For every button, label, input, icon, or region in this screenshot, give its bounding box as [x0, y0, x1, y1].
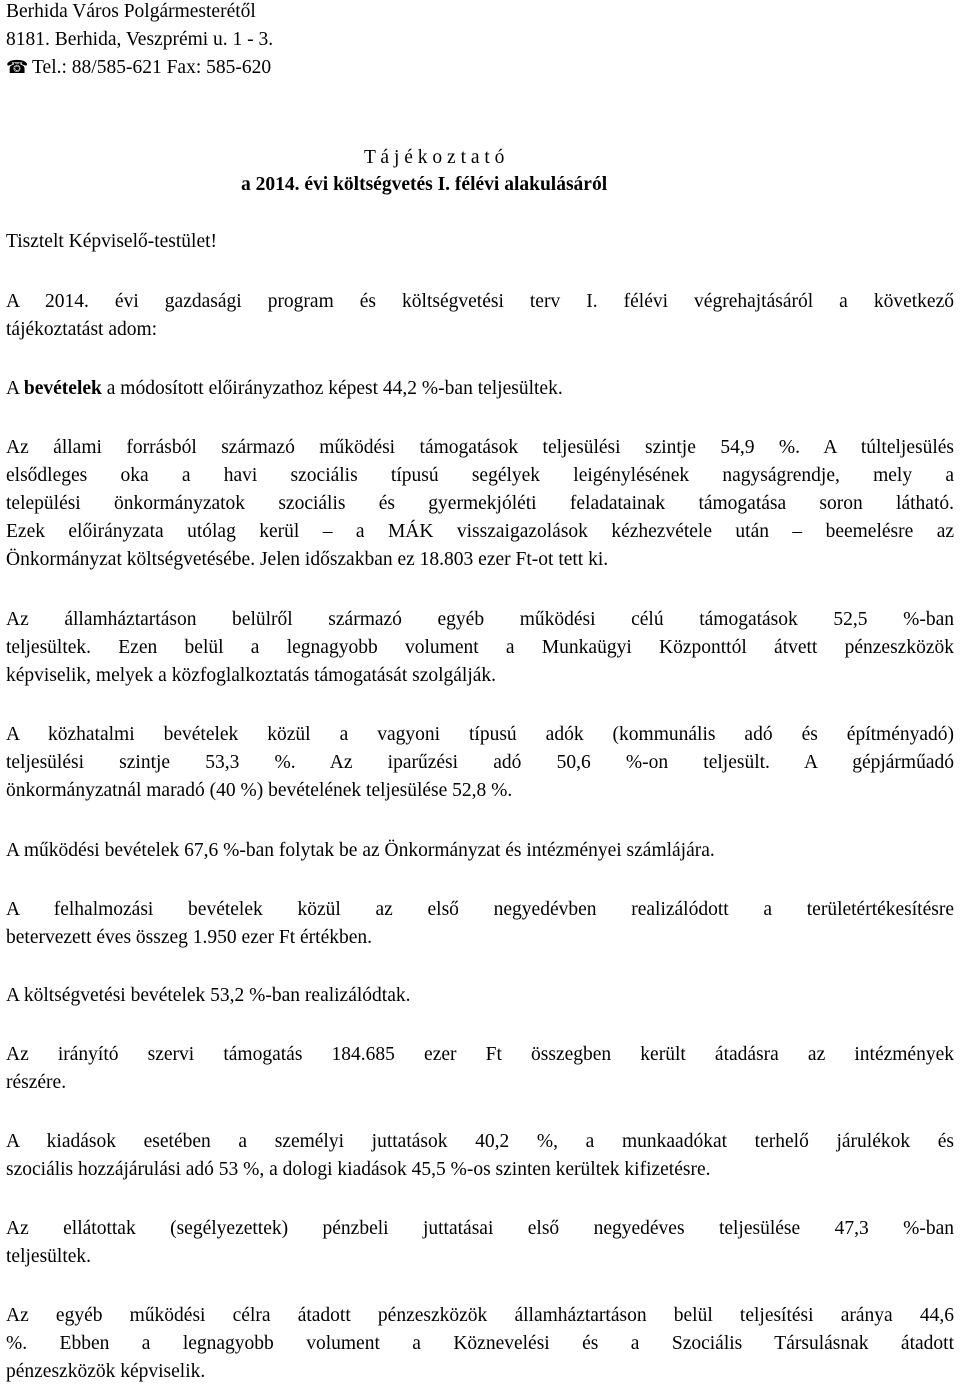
paragraph-3-line-1: Az állami forrásból származó működési támogatások teljesülési szintje 54,9 %. A túlteljesülés	[6, 437, 954, 458]
paragraph-1-line-1: A 2014. évi gazdasági program és költségvetési terv I. félévi végrehajtásáról a következő	[6, 291, 954, 312]
paragraph-2-pre: A	[6, 378, 24, 399]
paragraph-4-line-3: képviselik, melyek a közfoglalkoztatás támogatását szolgálják.	[6, 665, 497, 686]
paragraph-8: A költségvetési bevételek 53,2 %-ban realizálódtak.	[6, 985, 411, 1006]
telephone-icon: ☎	[6, 57, 29, 78]
paragraph-3-line-3: települési önkormányzatok szociális és gyermekjóléti feladatainak támogatása soron látható.	[6, 493, 954, 514]
salutation: Tisztelt Képviselő-testület!	[6, 231, 218, 252]
paragraph-7-line-1: A felhalmozási bevételek közül az első negyedévben realizálódott a területértékesítésre	[6, 899, 954, 920]
contact-text: Tel.: 88/585-621 Fax: 585-620	[32, 57, 272, 78]
paragraph-1-line-2: tájékoztatást adom:	[6, 319, 158, 340]
paragraph-9-line-2: részére.	[6, 1072, 67, 1093]
paragraph-5-line-2: teljesülési szintje 53,3 %. Az iparűzési adó 50,6 %-on teljesült. A gépjárműadó	[6, 752, 954, 773]
org-address: 8181. Berhida, Veszprémi u. 1 - 3.	[6, 29, 274, 50]
paragraph-3-line-2: elsődleges oka a havi szociális típusú segélyek leigénylésének nagyságrendje, mely a	[6, 465, 954, 486]
paragraph-10-line-2: szociális hozzájárulási adó 53 %, a dologi kiadások 45,5 %-os szinten kerültek kifizetésre.	[6, 1159, 711, 1180]
org-name: Berhida Város Polgármesterétől	[6, 1, 256, 22]
paragraph-12-line-3: pénzeszközök képviselik.	[6, 1361, 206, 1382]
paragraph-6: A működési bevételek 67,6 %-ban folytak be az Önkormányzat és intézményei számlájára.	[6, 840, 715, 861]
paragraph-11-line-2: teljesültek.	[6, 1246, 92, 1267]
paragraph-3-line-5: Önkormányzat költségvetésébe. Jelen időszakban ez 18.803 ezer Ft-ot tett ki.	[6, 549, 609, 570]
document-title: T á j é k o z t a t ó	[364, 147, 505, 168]
paragraph-7-line-2: betervezett éves összeg 1.950 ezer Ft értékben.	[6, 927, 373, 948]
paragraph-2	[6, 377, 563, 401]
paragraph-10-line-1: A kiadások esetében a személyi juttatások 40,2 %, a munkaadókat terhelő járulékok és	[6, 1131, 954, 1152]
document-subtitle: a 2014. évi költségvetés I. félévi alakulásáról	[241, 174, 608, 195]
paragraph-3-line-4: Ezek előirányzata utólag kerül – a MÁK visszaigazolások kézhezvétele után – beemelésre az	[6, 521, 954, 542]
paragraph-4-line-2: teljesültek. Ezen belül a legnagyobb volument a Munkaügyi Központtól átvett pénzeszközök	[6, 637, 954, 658]
paragraph-2-post: a módosított előirányzathoz képest 44,2 %-ban teljesültek.	[101, 378, 563, 399]
paragraph-11-line-1: Az ellátottak (segélyezettek) pénzbeli juttatásai első negyedéves teljesülése 47,3 %-ban	[6, 1218, 954, 1239]
paragraph-2-bold: bevételek	[23, 378, 102, 399]
org-contact	[6, 56, 271, 80]
paragraph-12-line-2: %. Ebben a legnagyobb volument a Köznevelési és a Szociális Társulásnak átadott	[6, 1333, 954, 1354]
paragraph-9-line-1: Az irányító szervi támogatás 184.685 ezer Ft összegben került átadásra az intézmények	[6, 1044, 954, 1065]
paragraph-4-line-1: Az államháztartáson belülről származó egyéb működési célú támogatások 52,5 %-ban	[6, 609, 954, 630]
paragraph-5-line-1: A közhatalmi bevételek közül a vagyoni típusú adók (kommunális adó és építményadó)	[6, 724, 954, 745]
paragraph-5-line-3: önkormányzatnál maradó (40 %) bevételének teljesülése 52,8 %.	[6, 780, 513, 801]
paragraph-12-line-1: Az egyéb működési célra átadott pénzeszközök államháztartáson belül teljesítési aránya 44,6	[6, 1305, 954, 1326]
